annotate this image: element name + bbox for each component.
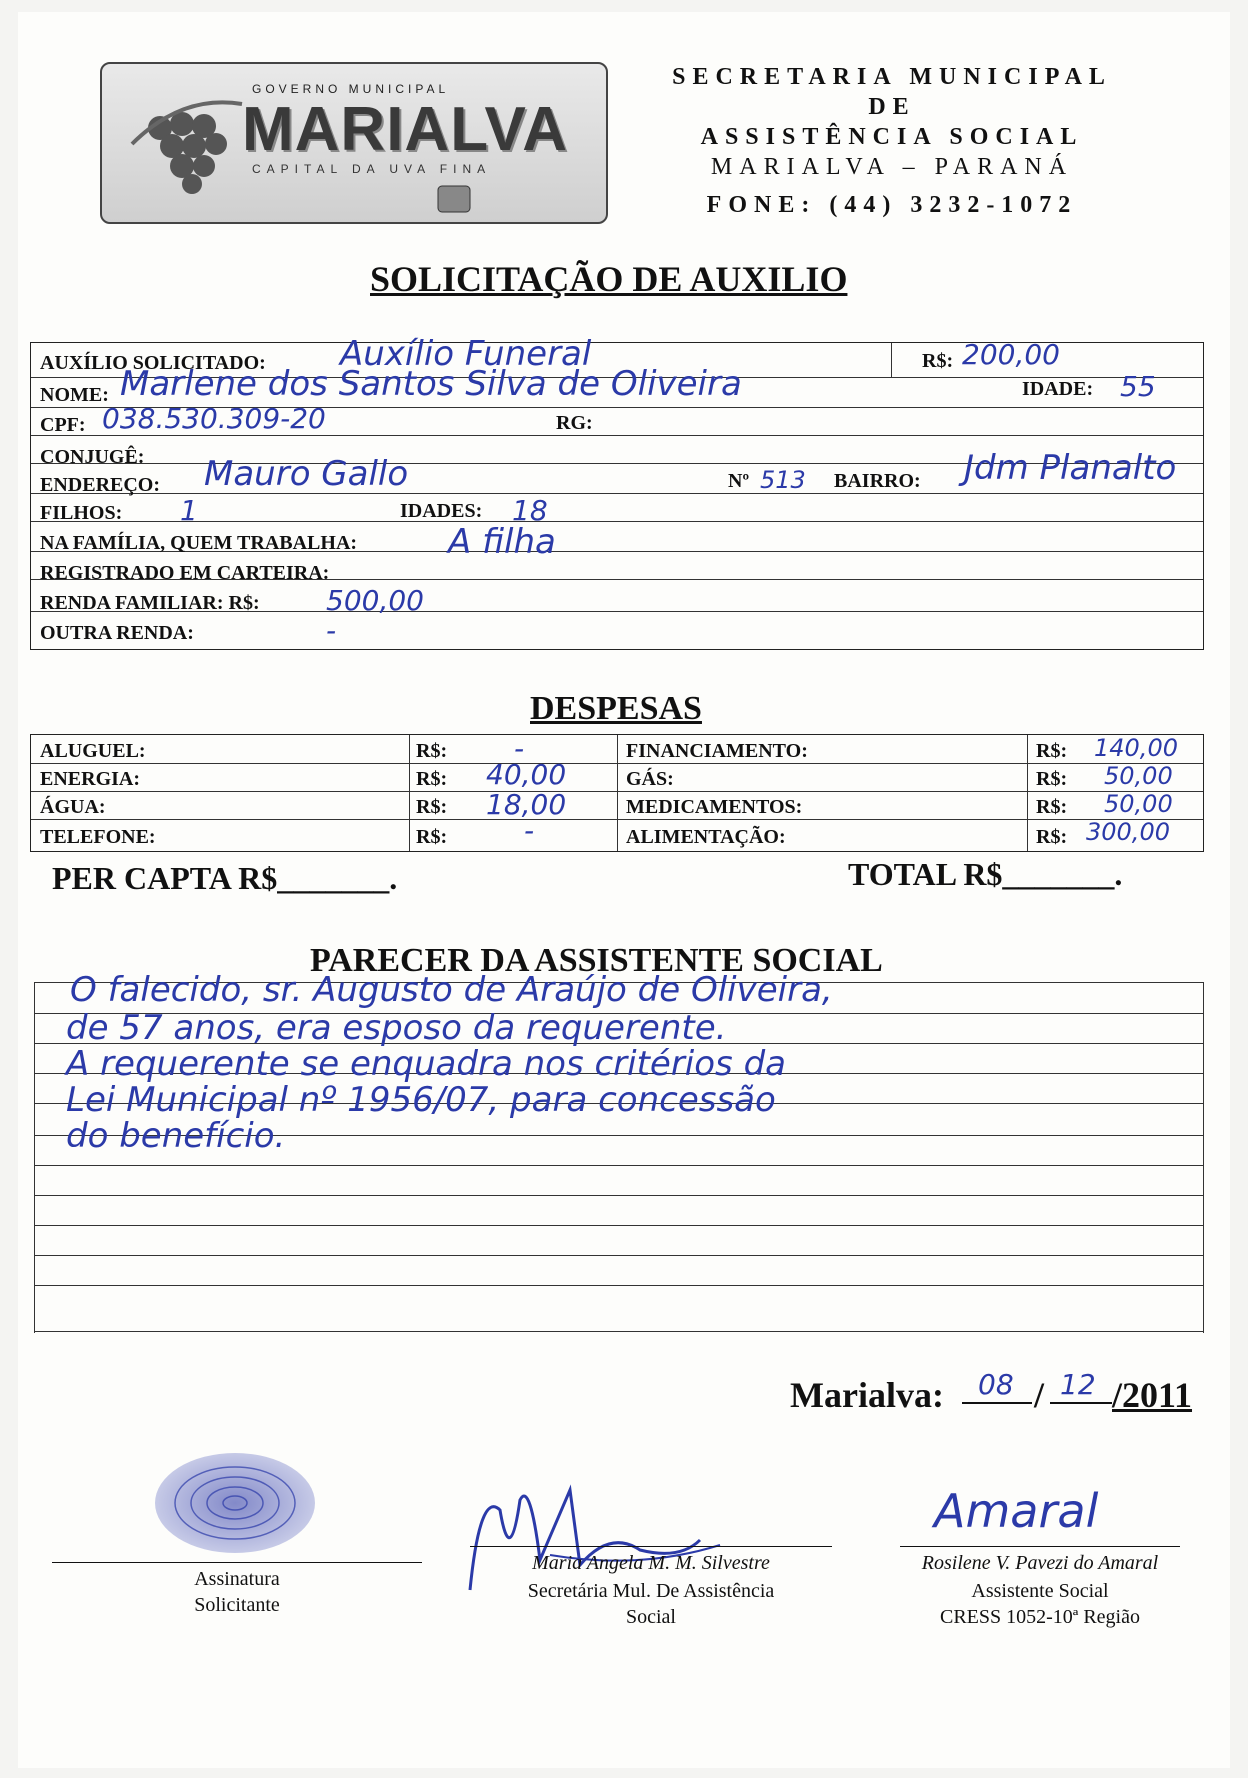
agua-rs-label: R$: bbox=[416, 796, 448, 818]
per-capta-field[interactable]: PER CAPTA R$_______. bbox=[52, 860, 398, 896]
filhos-label: FILHOS: bbox=[40, 502, 123, 524]
rg-label: RG: bbox=[556, 412, 593, 434]
energia-label: ENERGIA: bbox=[40, 768, 141, 790]
gas-value[interactable]: 50,00 bbox=[1104, 762, 1173, 790]
medicamentos-label: MEDICAMENTOS: bbox=[626, 796, 803, 818]
org-line4: MARIALVA – PARANÁ bbox=[710, 154, 1074, 180]
sig2-name: Maria Angela M. M. Silvestre bbox=[532, 1552, 770, 1574]
outra-renda-value[interactable]: - bbox=[326, 614, 337, 647]
date-month[interactable]: 12 bbox=[1060, 1368, 1096, 1401]
fingerprint-icon bbox=[150, 1448, 320, 1558]
filhos-value[interactable]: 1 bbox=[180, 494, 198, 527]
parecer-line-3[interactable]: A requerente se enquadra nos critérios da bbox=[66, 1044, 786, 1084]
form-title: SOLICITAÇÃO DE AUXILIO bbox=[370, 259, 848, 299]
sig1-line2: Solicitante bbox=[194, 1594, 280, 1616]
auxilio-label: AUXÍLIO SOLICITADO: bbox=[40, 352, 266, 374]
trabalha-label: NA FAMÍLIA, QUEM TRABALHA: bbox=[40, 532, 358, 554]
sig1-line1: Assinatura bbox=[194, 1568, 280, 1590]
telefone-rs-label: R$: bbox=[416, 826, 448, 848]
auxilio-value[interactable]: Auxílio Funeral bbox=[340, 334, 592, 374]
org-line3: ASSISTÊNCIA SOCIAL bbox=[700, 124, 1084, 150]
rs-value[interactable]: 200,00 bbox=[962, 338, 1060, 371]
agua-label: ÁGUA: bbox=[40, 796, 106, 818]
telefone-label: TELEFONE: bbox=[40, 826, 156, 848]
numero-label: Nº bbox=[728, 470, 750, 492]
energia-value[interactable]: 40,00 bbox=[486, 758, 567, 791]
logo-sub-text: CAPITAL DA UVA FINA bbox=[252, 162, 492, 176]
telefone-value[interactable]: - bbox=[524, 814, 535, 847]
signature-amaral: Amaral bbox=[934, 1484, 1099, 1538]
medicamentos-rs-label: R$: bbox=[1036, 796, 1068, 818]
financiamento-rs-label: R$: bbox=[1036, 740, 1068, 762]
grapes-icon bbox=[112, 84, 252, 204]
cpf-value[interactable]: 038.530.309-20 bbox=[102, 402, 326, 435]
despesas-box bbox=[30, 734, 1204, 852]
financiamento-label: FINANCIAMENTO: bbox=[626, 740, 808, 762]
org-phone: FONE: (44) 3232-1072 bbox=[706, 192, 1078, 218]
bairro-label: BAIRRO: bbox=[834, 470, 921, 492]
alimentacao-label: ALIMENTAÇÃO: bbox=[626, 826, 786, 848]
sig3-name: Rosilene V. Pavezi do Amaral bbox=[921, 1552, 1159, 1574]
conjuge-label: CONJUGÊ: bbox=[40, 446, 145, 468]
despesas-title: DESPESAS bbox=[530, 690, 702, 727]
trabalha-value[interactable]: A filha bbox=[448, 522, 556, 562]
endereco-value[interactable]: Mauro Gallo bbox=[204, 454, 409, 494]
date-year: /2011 bbox=[1112, 1375, 1193, 1415]
energia-rs-label: R$: bbox=[416, 768, 448, 790]
sig3-reg: CRESS 1052-10ª Região bbox=[940, 1606, 1140, 1628]
endereco-label: ENDEREÇO: bbox=[40, 474, 161, 496]
idade-value[interactable]: 55 bbox=[1120, 370, 1156, 403]
registrado-label: REGISTRADO EM CARTEIRA: bbox=[40, 562, 330, 584]
agua-value[interactable]: 18,00 bbox=[486, 788, 567, 821]
logo-gov-text: GOVERNO MUNICIPAL bbox=[252, 82, 450, 96]
idades-value[interactable]: 18 bbox=[512, 494, 548, 527]
outra-renda-label: OUTRA RENDA: bbox=[40, 622, 194, 644]
cpf-label: CPF: bbox=[40, 414, 86, 436]
sig3-role: Assistente Social bbox=[971, 1580, 1109, 1602]
rs-label: R$: bbox=[922, 350, 954, 372]
financiamento-value[interactable]: 140,00 bbox=[1094, 734, 1178, 762]
total-field[interactable]: TOTAL R$_______. bbox=[848, 856, 1123, 892]
renda-label: RENDA FAMILIAR: R$: bbox=[40, 592, 260, 614]
nome-label: NOME: bbox=[40, 384, 109, 406]
parecer-line-2[interactable]: de 57 anos, era esposo da requerente. bbox=[66, 1008, 727, 1048]
aluguel-value[interactable]: - bbox=[514, 732, 525, 765]
gas-label: GÁS: bbox=[626, 768, 674, 790]
logo-name: MARIALVA bbox=[242, 95, 568, 164]
nome-value[interactable]: Marlene dos Santos Silva de Oliveira bbox=[120, 364, 742, 404]
date-day[interactable]: 08 bbox=[978, 1368, 1014, 1401]
org-line2: DE bbox=[868, 94, 916, 120]
alimentacao-value[interactable]: 300,00 bbox=[1086, 818, 1170, 846]
medicamentos-value[interactable]: 50,00 bbox=[1104, 790, 1173, 818]
aluguel-rs-label: R$: bbox=[416, 740, 448, 762]
date-slash: / bbox=[1034, 1375, 1045, 1415]
gas-rs-label: R$: bbox=[1036, 768, 1068, 790]
crest-icon bbox=[432, 182, 476, 216]
sig2-role2: Social bbox=[626, 1606, 676, 1628]
alimentacao-rs-label: R$: bbox=[1036, 826, 1068, 848]
marialva-logo bbox=[100, 62, 608, 224]
idades-label: IDADES: bbox=[400, 500, 483, 522]
sig2-role: Secretária Mul. De Assistência bbox=[527, 1580, 775, 1602]
aluguel-label: ALUGUEL: bbox=[40, 740, 146, 762]
idade-label: IDADE: bbox=[1022, 378, 1094, 400]
org-line1: SECRETARIA MUNICIPAL bbox=[672, 64, 1112, 90]
parecer-line-5[interactable]: do benefício. bbox=[66, 1116, 286, 1156]
bairro-value[interactable]: Jdm Planalto bbox=[964, 448, 1177, 488]
parecer-line-4[interactable]: Lei Municipal nº 1956/07, para concessão bbox=[66, 1080, 776, 1120]
renda-value[interactable]: 500,00 bbox=[326, 584, 424, 617]
org-header bbox=[612, 62, 1172, 220]
parecer-line-1[interactable]: O falecido, sr. Augusto de Araújo de Oliveira, bbox=[70, 970, 833, 1010]
date-label: Marialva: bbox=[790, 1375, 944, 1415]
parecer-title: PARECER DA ASSISTENTE SOCIAL bbox=[310, 942, 883, 979]
numero-value[interactable]: 513 bbox=[760, 466, 806, 494]
